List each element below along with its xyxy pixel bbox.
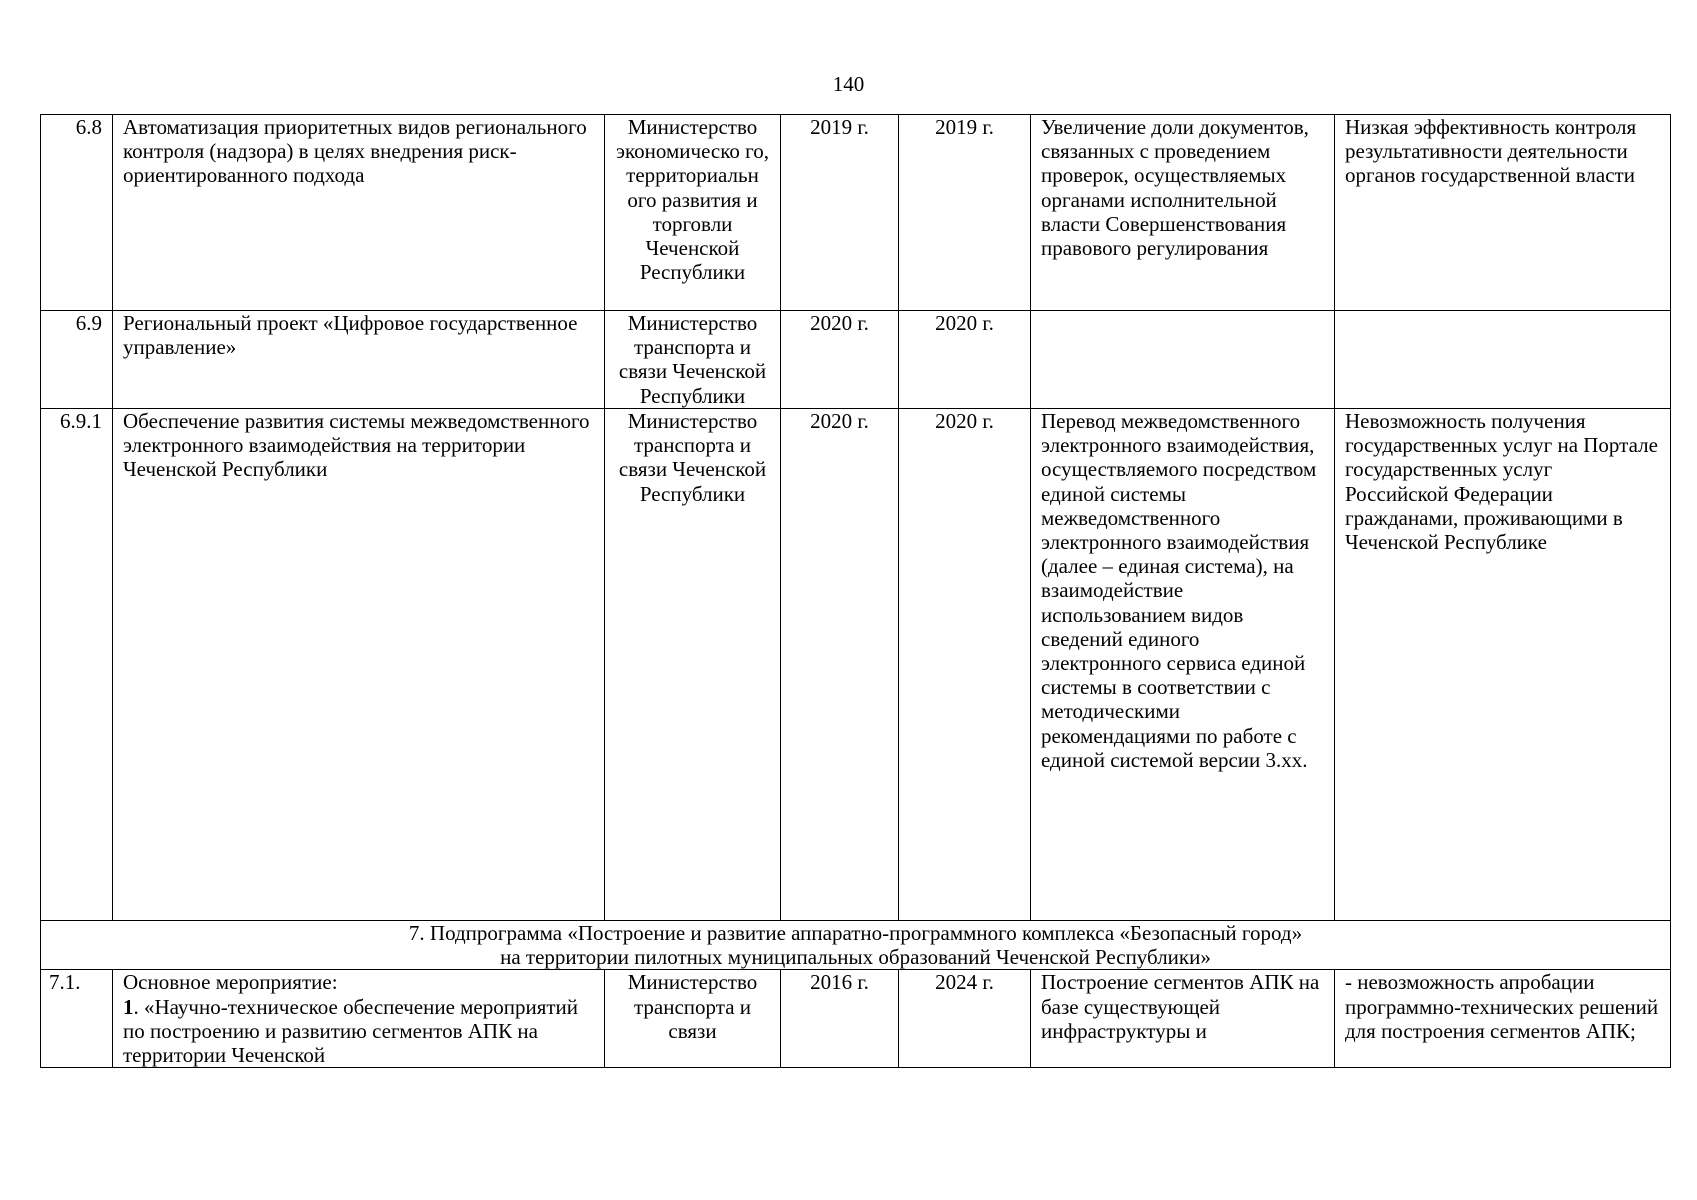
measure-name: Региональный проект «Цифровое государственное управление» <box>113 311 605 409</box>
non-implementation-consequence <box>1335 311 1671 409</box>
expected-result: Построение сегментов АПК на базе существующей инфраструктуры и <box>1031 970 1335 1068</box>
subprogram-heading-line-1: 7. Подпрограмма «Построение и развитие аппаратно-программного комплекса «Безопасный город» <box>408 921 1303 945</box>
end-year: 2019 г. <box>899 115 1031 311</box>
responsible-executor: Министерство транспорта и связи Чеченской Республики <box>605 409 781 921</box>
measure-item-number: 1 <box>123 994 134 1019</box>
responsible-executor: Министерство транспорта и связи Чеченской Республики <box>605 311 781 409</box>
measure-name: Автоматизация приоритетных видов регионального контроля (надзора) в целях внедрения риск-ориентированного подхода <box>113 115 605 311</box>
end-year: 2024 г. <box>899 970 1031 1068</box>
subprogram-heading <box>41 921 1671 970</box>
table-row <box>41 409 1671 921</box>
non-implementation-consequence: Низкая эффективность контроля результативности деятельности органов государственной власти <box>1335 115 1671 311</box>
row-number: 7.1. <box>41 970 113 1068</box>
responsible-executor: Министерство экономическо го, территориальн ого развития и торговли Чеченской Республики <box>605 115 781 311</box>
measure-item-text: . «Научно-техническое обеспечение мероприятий по построению и развитию сегментов АПК на территории Чеченской <box>123 994 579 1068</box>
row-number: 6.9 <box>41 311 113 409</box>
measure-name-line-1: Основное мероприятие: <box>123 970 338 995</box>
start-year: 2019 г. <box>781 115 899 311</box>
measure-name: Обеспечение развития системы межведомственного электронного взаимодействия на территории Чеченской Республики <box>113 409 605 921</box>
expected-result: Перевод межведомственного электронного взаимодействия, осуществляемого посредством единой системы межведомственного электронного взаимодействия (далее – единая система), на взаимодействие использованием видов сведений единого электронного сервиса единой системы в соответствии с методическими рекомендациями по работе с единой системой версии 3.хх. <box>1031 409 1335 921</box>
measure-name-text <box>123 995 594 1068</box>
end-year: 2020 г. <box>899 311 1031 409</box>
row-number: 6.9.1 <box>41 409 113 921</box>
expected-result <box>1031 311 1335 409</box>
non-implementation-consequence: - невозможность апробации программно-технических решений для построения сегментов АПК; <box>1335 970 1671 1068</box>
start-year: 2016 г. <box>781 970 899 1068</box>
responsible-executor: Министерство транспорта и связи <box>605 970 781 1068</box>
start-year: 2020 г. <box>781 409 899 921</box>
end-year: 2020 г. <box>899 409 1031 921</box>
table-row <box>41 115 1671 311</box>
start-year: 2020 г. <box>781 311 899 409</box>
non-implementation-consequence: Невозможность получения государственных услуг на Портале государственных услуг Российской Федерации гражданами, проживающими в Чеченской Республике <box>1335 409 1671 921</box>
table-row <box>41 311 1671 409</box>
table-row <box>41 970 1671 1068</box>
page-number: 140 <box>832 72 865 96</box>
measure-name <box>113 970 605 1068</box>
section-header-row <box>41 921 1671 970</box>
expected-result: Увеличение доли документов, связанных с проведением проверок, осуществляемых органами исполнительной власти Совершенствования правового регулирования <box>1031 115 1335 311</box>
row-number: 6.8 <box>41 115 113 311</box>
measures-table <box>40 114 1671 1068</box>
subprogram-heading-line-2: на территории пилотных муниципальных образований Чеченской Республики» <box>500 945 1211 970</box>
